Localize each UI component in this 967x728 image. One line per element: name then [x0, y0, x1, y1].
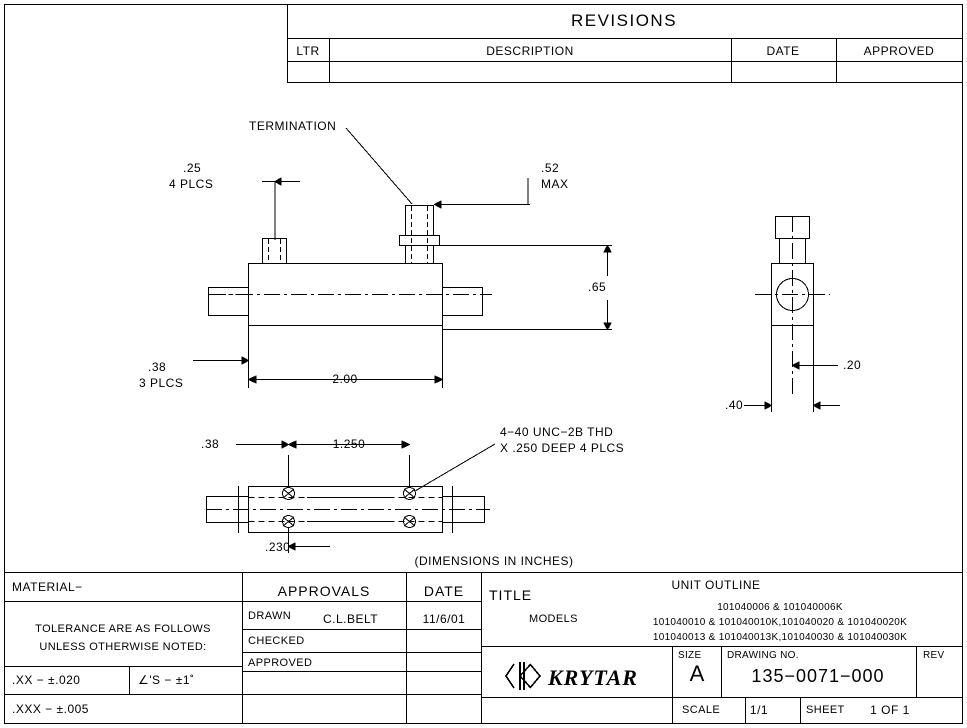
revisions-col-approved: APPROVED [863, 44, 935, 58]
dim-25: .25 [183, 161, 202, 175]
revisions-col-ltr: LTR [296, 44, 320, 58]
drawing-no-label: DRAWING NO. [727, 650, 799, 661]
tolerance-note-line2: UNLESS OTHERWISE NOTED: [39, 641, 207, 653]
dim-20: .20 [843, 358, 862, 372]
revisions-col-date: DATE [766, 44, 800, 58]
scale-value: 1/1 [749, 703, 769, 717]
models-line-1: 101040006 & 101040006K [717, 602, 843, 613]
tolerance-angle: ∠'S − ±1˚ [138, 673, 195, 687]
units-note: (DIMENSIONS IN INCHES) [414, 554, 574, 568]
dim-65: .65 [588, 280, 607, 294]
models-label: MODELS [529, 613, 578, 625]
dim-38-left: .38 [148, 360, 167, 374]
tolerance-note-line1: TOLERANCE ARE AS FOLLOWS [35, 623, 211, 635]
callout-termination: TERMINATION [249, 119, 337, 133]
sheet-label: SHEET [806, 704, 845, 716]
drawing-no-value: 135−0071−000 [751, 666, 885, 686]
size-label: SIZE [678, 650, 702, 661]
approval-name-drawn[interactable]: C.L.BELT [323, 612, 379, 626]
tolerance-xxx: .XXX − ±.005 [12, 702, 89, 716]
models-line-3: 101040013 & 101040013K,101040030 & 101040030K [652, 632, 908, 643]
models-line-2: 101040010 & 101040010K,101040020 & 101040020K [652, 617, 908, 628]
approvals-header: APPROVALS [277, 583, 371, 599]
scale-label: SCALE [682, 704, 721, 716]
dim-52: .52 [541, 161, 560, 175]
size-value: A [689, 661, 705, 686]
dim-1250: 1.250 [332, 437, 366, 451]
tolerance-xx: .XX − ±.020 [12, 673, 81, 687]
dim-25-plcs: 4 PLCS [169, 177, 214, 191]
dim-200: 2.00 [332, 372, 358, 386]
dim-52-max: MAX [541, 177, 569, 191]
thread-note-line1: 4−40 UNC−2B THD [500, 425, 614, 439]
title-value: UNIT OUTLINE [671, 578, 761, 592]
dim-40: .40 [725, 398, 744, 412]
approval-role-approved: APPROVED [248, 657, 313, 669]
sheet-value: 1 OF 1 [870, 703, 910, 717]
date-header: DATE [423, 583, 465, 599]
approval-date-drawn[interactable]: 11/6/01 [422, 612, 466, 626]
revisions-col-description: DESCRIPTION [486, 44, 574, 58]
dim-38-left-plcs: 3 PLCS [139, 376, 184, 390]
approval-role-checked: CHECKED [248, 635, 305, 647]
rev-label: REV [923, 650, 945, 661]
dim-38-bottom: .38 [201, 437, 220, 451]
revisions-title: REVISIONS [570, 11, 678, 30]
dim-230: .230 [265, 540, 291, 554]
company-name: KRYTAR [548, 665, 638, 690]
thread-note-line2: X .250 DEEP 4 PLCS [500, 441, 625, 455]
material-label: MATERIAL− [12, 580, 83, 594]
approval-role-drawn: DRAWN [248, 610, 292, 622]
title-label: TITLE [489, 587, 533, 603]
